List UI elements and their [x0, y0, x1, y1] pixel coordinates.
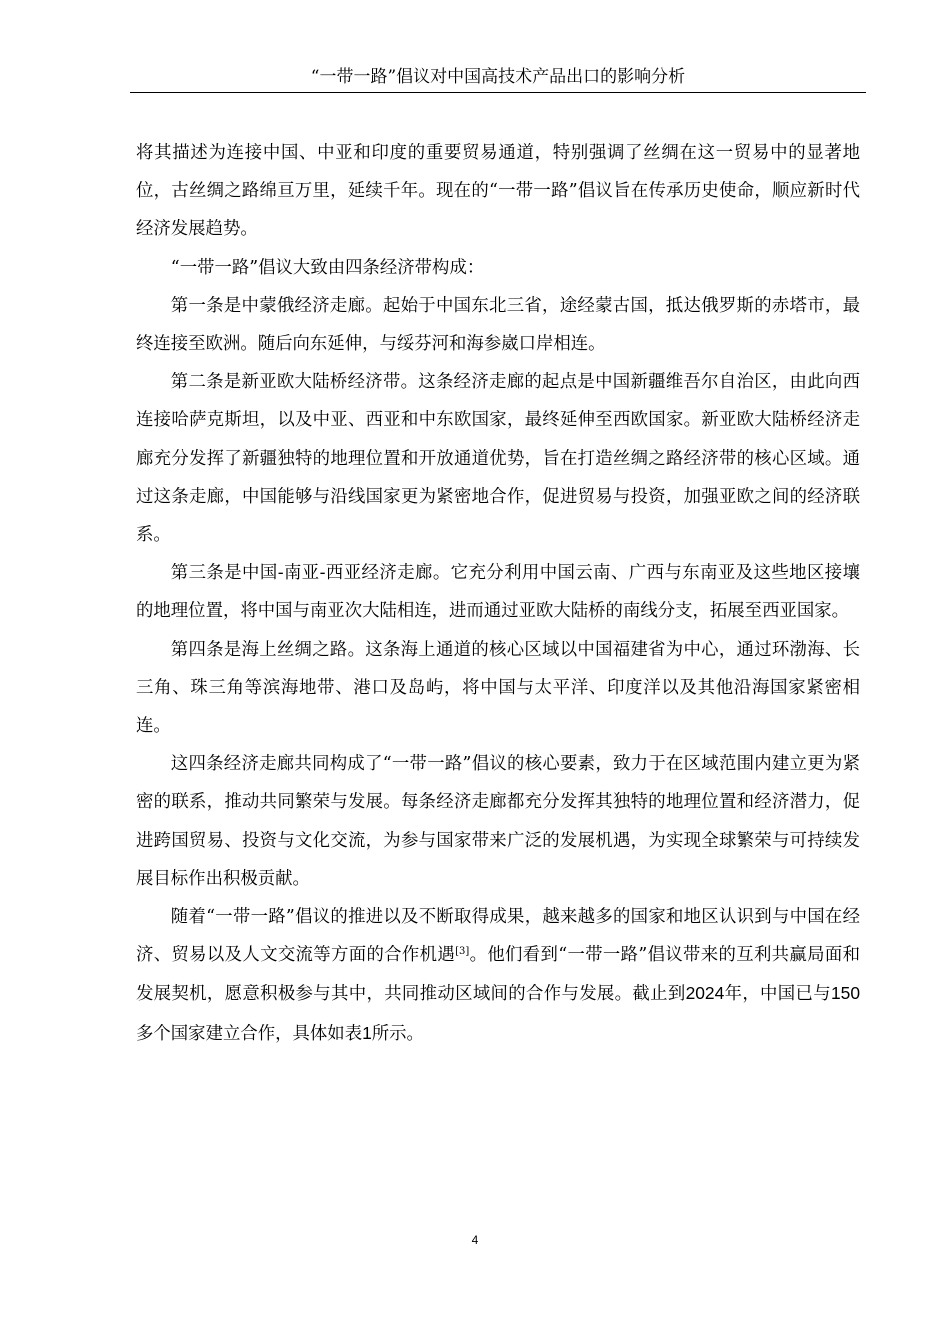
country-count: 150: [830, 983, 860, 1004]
paragraph-maritime-silk-road: 第四条是海上丝绸之路。这条海上通道的核心区域以中国福建省为中心，通过环渤海、长三角、珠三角等滨海地带、港口及岛屿，将中国与太平洋、印度洋以及其他沿海国家紧密相连。: [136, 639, 860, 737]
text-segment: 。他们看到“一带一路”倡议带来的互利共赢局面和发展契机，愿意积极参与其中，共同推动区域间的合作与发展。截止到: [136, 945, 860, 1005]
paragraph-four-belts-intro: “一带一路”倡议大致由四条经济带构成：: [170, 257, 485, 278]
paragraph-corridors-summary: 这四条经济走廊共同构成了“一带一路”倡议的核心要素，致力于在区域范围内建立更为紧密的联系，推动共同繁荣与发展。每条经济走廊都充分发挥其独特的地理位置和经济潜力，促进跨国贸易、投资与文化交流，为参与国家带来广泛的发展机遇，为实现全球繁荣与可持续发展目标作出积极贡献。: [136, 754, 860, 889]
text-segment: 年，中国已与: [724, 984, 831, 1005]
running-header: [130, 66, 866, 93]
header-title: “一带一路”倡议对中国高技术产品出口的影响分析: [310, 67, 686, 87]
paragraph-china-south-west-asia: 第三条是中国-南亚-西亚经济走廊。它充分利用中国云南、广西与东南亚及这些地区接壤的地理位置，将中国与南亚次大陆相连，进而通过亚欧大陆桥的南线分支，拓展至西亚国家。: [136, 563, 860, 622]
table-reference: 1: [362, 1022, 372, 1043]
year-value: 2024: [685, 983, 725, 1004]
paragraph-silk-road-history: 将其描述为连接中国、中亚和印度的重要贸易通道，特别强调了丝绸在这一贸易中的显著地位，古丝绸之路绵亘万里，延续千年。现在的“一带一路”倡议旨在传承历史使命，顺应新时代经济发展趋势。: [136, 143, 860, 240]
paragraph-cooperation-countries: [136, 898, 860, 1053]
paragraph-new-eurasian-land-bridge: 第二条是新亚欧大陆桥经济带。这条经济走廊的起点是中国新疆维吾尔自治区，由此向西连接哈萨克斯坦，以及中亚、西亚和中东欧国家，最终延伸至西欧国家。新亚欧大陆桥经济走廊充分发挥了新疆独特的地理位置和开放通道优势，旨在打造丝绸之路经济带的核心区域。通过这条走廊，中国能够与沿线国家更为紧密地合作，促进贸易与投资，加强亚欧之间的经济联系。: [136, 372, 860, 546]
text-segment: 多个国家建立合作，具体如表: [136, 1023, 363, 1044]
citation-reference[interactable]: [3]: [455, 946, 470, 958]
body-text: [136, 134, 860, 1053]
text-segment: 所示。: [371, 1023, 424, 1044]
text-segment: 随着“一带一路”倡议的推进以及不断取得成果，越来越多的国家和地区认识到与中国在经济、贸易以及人文交流等方面的合作机遇: [136, 907, 860, 966]
page-number: 4: [471, 1233, 479, 1247]
paragraph-china-mongolia-russia: 第一条是中蒙俄经济走廊。起始于中国东北三省，途经蒙古国，抵达俄罗斯的赤塔市，最终连接至欧洲。随后向东延伸，与绥芬河和海参崴口岸相连。: [136, 295, 860, 355]
